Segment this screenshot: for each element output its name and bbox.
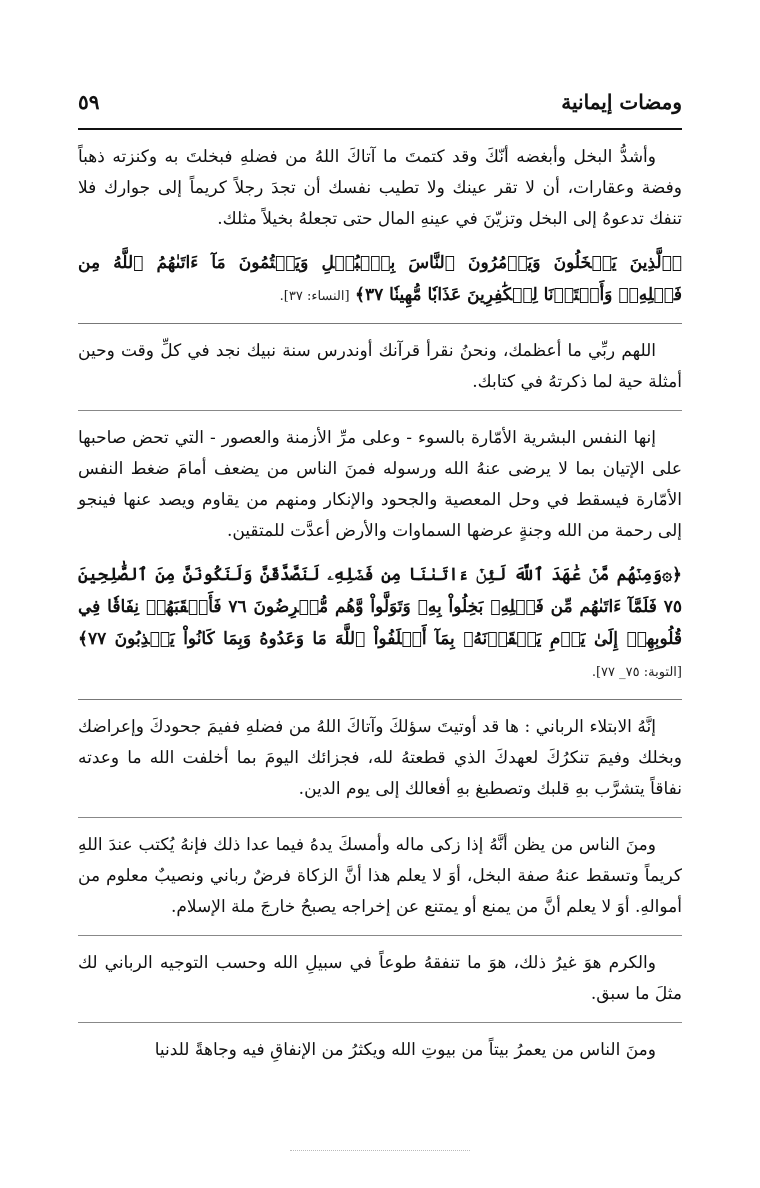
paragraph: والكرم هوَ غيرُ ذلك، هوَ ما تنفقهُ طوعاً في سبيلِ الله وحسب التوجيه الرباني لك مثلَ ما سبق. xyxy=(78,953,682,1004)
paragraph: ومنَ الناس من يعمرُ بيتاً من بيوتِ الله ويكثرُ من الإنفاقِ فيه وجاهةً للدنيا xyxy=(154,1040,656,1060)
quran-verse xyxy=(78,559,682,700)
paragraph-divider xyxy=(78,817,682,818)
page-header xyxy=(78,86,682,116)
paragraph: وأشدُّ البخل وأبغضه أنّكَ وقد كتمتَ ما آتاكَ اللهُ من فضلهِ فبخلتَ به وكنزته ذهباً وفضة وعقارات، أن لا تقر عينك ولا تطيب نفسك أن تجدَ رجلاً كريماً إلى جوارك فلا تنفك تدعوهُ إلى البخل وتزيّنَ في عينهِ المال حتى تجعلهُ بخيلاً مثلك. xyxy=(78,147,682,229)
header-rule xyxy=(78,128,682,130)
paragraph-divider xyxy=(78,410,682,411)
verse-text: ﴿ٱلَّذِينَ يَبۡخَلُونَ وَيَأۡمُرُونَ ٱلنَّاسَ بِٱلۡبُخۡلِ وَيَكۡتُمُونَ مَآ ءَاتَىٰهُمُ ٱللَّهُ مِن فَضۡلِهِۦۗ وَأَعۡتَدۡنَا لِلۡكَٰفِرِينَ عَذَابٗا مُّهِينٗا ٣٧﴾ xyxy=(78,253,682,305)
page-body xyxy=(78,142,682,1078)
paragraph: إنها النفس البشرية الأمّارة بالسوء - وعلى مرِّ الأزمنة والعصور - التي تحض صاحبها على الإتيان بما لا يرضى عنهُ الله ورسوله فمنَ الناس من يضعف أمامَ ضغط النفس الأمّارة فيسقط في وحل المعصية والجحود والإنكار ومنهم من يقاوم ويصد عنها فينجو إلى رحمة من الله وجنةٍ عرضها السماوات والأرض أعدَّت للمتقين. xyxy=(78,428,682,541)
quran-verse xyxy=(78,247,682,324)
verse-reference: [التوبة: ٧٥_ ٧٧]. xyxy=(591,665,682,680)
paragraph: إنَّهُ الابتلاء الرباني : ها قد أوتيتَ سؤلكَ وآتاكَ اللهُ من فضلهِ ففيمَ جحودكَ وإعراضك وبخلك وفيمَ تنكرُكَ لعهدكَ الذي قطعتهُ لله، فجزائك اليومَ بما أخلفت الله ما وعدته نفاقاً يتشرَّب بهِ قلبك وتصطبغ بهِ أفعالك إلى يوم الدين. xyxy=(78,717,682,799)
paragraph-divider xyxy=(78,1022,682,1023)
paragraph-divider xyxy=(78,935,682,936)
paragraph: ومنَ الناس من يظن أنَّهُ إذا زكى ماله وأمسكَ يدهُ فيما عدا ذلك فإنهُ يُكتب عندَ اللهِ كريماً وتسقط عنهُ صفة البخل، أوَ لا يعلم هذا أنَّ الزكاة فرضٌ رباني ونصيبٌ معلوم من أموالهِ. أوَ لا يعلم أنَّ من يمنع أو يمتنع عن إخراجه يصبحُ خارجَ ملة الإسلام. xyxy=(78,835,682,917)
page-number: ٥٩ xyxy=(78,90,100,114)
running-title: ومضات إيمانية xyxy=(561,90,682,114)
footer-scan-mark xyxy=(290,1150,470,1151)
verse-text: ﴿۞وَمِنۡهُم مَّنۡ عَٰهَدَ ٱللَّهَ لَئِنۡ ءَاتَىٰنَا مِن فَضۡلِهِۦ لَنَصَّدَّقَنَّ وَلَنَكُونَنَّ مِنَ ٱلصَّٰلِحِينَ ٧٥ فَلَمَّآ ءَاتَىٰهُم مِّن فَضۡلِهِۦ بَخِلُواْ بِهِۦ وَتَوَلَّواْ وَّهُم مُّعۡرِضُونَ ٧٦ فَأَعۡقَبَهُمۡ نِفَاقٗا فِي قُلُوبِهِمۡ إِلَىٰ يَوۡمِ يَلۡقَوۡنَهُۥ بِمَآ أَخۡلَفُواْ ٱللَّهَ مَا وَعَدُوهُ وَبِمَا كَانُواْ يَكۡذِبُونَ ٧٧﴾ xyxy=(78,565,683,649)
verse-reference: [النساء: ٣٧]. xyxy=(279,289,350,304)
paragraph: اللهم ربِّي ما أعظمك، ونحنُ نقرأ قرآنك أوندرس سنة نبيك نجد في كلِّ وقت وحين أمثلة حية لما ذكرتهُ في كتابك. xyxy=(78,341,682,392)
